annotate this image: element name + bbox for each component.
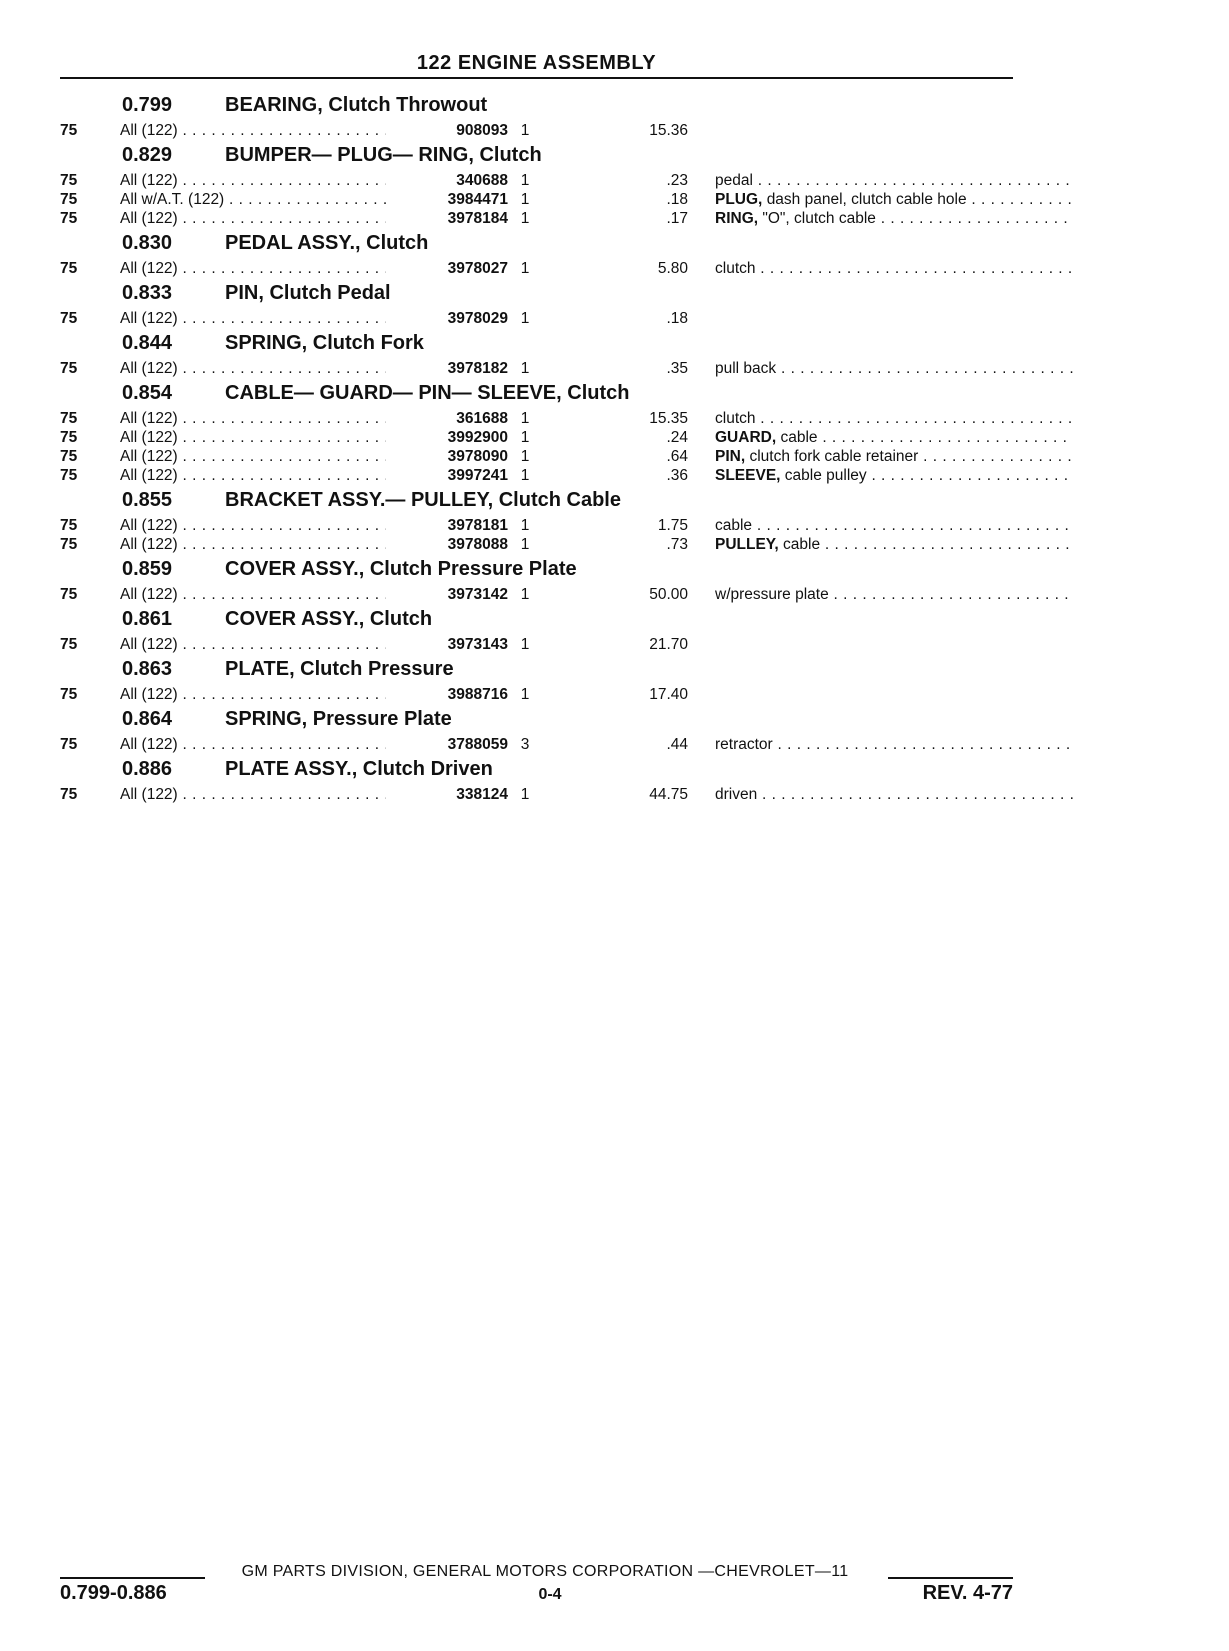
description [715,466,1073,485]
application: All (122) . . . [120,121,386,140]
footer-publisher: GM PARTS DIVISION, GENERAL MOTORS CORPORATION —CHEVROLET—11 [241,1563,849,1580]
group-number: 0.799 [122,94,173,116]
price: .73 [666,536,688,553]
model-year: 75 [60,467,78,484]
description-text: cable pulley [784,467,867,484]
part-number: 338124 [386,785,508,804]
price: 15.35 [649,410,688,427]
parts-list [60,90,1020,804]
price: 5.80 [657,260,688,277]
part-row [60,209,1020,228]
description [715,428,1073,447]
price: 21.70 [649,636,688,653]
price: .44 [666,736,688,753]
group-title: PIN, Clutch Pedal [225,282,391,304]
quantity: 1 [520,172,530,189]
footer-range: 0.799-0.886 [60,1582,167,1604]
model-year: 75 [60,686,78,703]
quantity: 1 [520,310,530,327]
price: .64 [666,448,688,465]
part-number: 3978029 [386,309,508,328]
part-number: 3978184 [386,209,508,228]
price: 44.75 [649,786,688,803]
part-row [60,685,1020,704]
group-number: 0.830 [122,232,173,254]
part-row [60,635,1020,654]
part-row [60,259,1020,278]
description-text: pull back [715,360,777,377]
quantity: 1 [520,448,530,465]
application: All (122) . . . [120,259,386,278]
model-year: 75 [60,536,78,553]
quantity: 1 [520,410,530,427]
part-row [60,409,1020,428]
group-heading [60,604,1020,635]
model-year: 75 [60,786,78,803]
footer-rule-left [60,1577,205,1579]
parts-group [60,140,1020,228]
application: All (122) . . . [120,171,386,190]
group-title: PLATE, Clutch Pressure [225,658,454,680]
part-row [60,171,1020,190]
part-row [60,516,1020,535]
group-title: PEDAL ASSY., Clutch [225,232,429,254]
price: .18 [666,310,688,327]
application: All (122) . . . [120,309,386,328]
description [715,209,1073,228]
application: All (122) . . . [120,535,386,554]
model-year: 75 [60,360,78,377]
group-heading [60,485,1020,516]
group-number: 0.829 [122,144,173,166]
application: All (122) . . . [120,635,386,654]
application: All (122) . . . [120,735,386,754]
price: 1.75 [657,517,688,534]
description-text: clutch [715,410,756,427]
description-keyword: GUARD, [715,429,777,446]
part-number: 3988716 [386,685,508,704]
part-row [60,447,1020,466]
description [715,535,1073,554]
quantity: 1 [520,122,530,139]
part-row [60,428,1020,447]
quantity: 1 [520,586,530,603]
quantity: 1 [520,360,530,377]
description-keyword: PIN, [715,448,746,465]
model-year: 75 [60,210,78,227]
description-text: driven [715,786,758,803]
model-year: 75 [60,191,78,208]
quantity: 3 [520,736,530,753]
quantity: 1 [520,467,530,484]
part-number: 3973143 [386,635,508,654]
group-number: 0.861 [122,608,173,630]
price: .36 [666,467,688,484]
model-year: 75 [60,586,78,603]
application: All (122) . . . [120,409,386,428]
description-text: clutch fork cable retainer [749,448,919,465]
quantity: 1 [520,636,530,653]
description [715,516,1073,535]
application: All (122) . . . [120,428,386,447]
application: All w/A.T. (122) . . . [120,190,386,209]
part-row [60,309,1020,328]
description-text: pedal [715,172,753,189]
part-number: 3978181 [386,516,508,535]
group-number: 0.844 [122,332,173,354]
parts-group [60,378,1020,485]
group-title: CABLE— GUARD— PIN— SLEEVE, Clutch [225,382,630,404]
price: .24 [666,429,688,446]
group-heading [60,654,1020,685]
description-text: cable [780,429,818,446]
description [715,171,1073,190]
description-keyword: RING, [715,210,759,227]
model-year: 75 [60,310,78,327]
model-year: 75 [60,122,78,139]
group-title: SPRING, Clutch Fork [225,332,424,354]
description-text: clutch [715,260,756,277]
footer-rule-right [888,1577,1013,1579]
model-year: 75 [60,410,78,427]
part-number: 3978027 [386,259,508,278]
group-heading [60,278,1020,309]
application: All (122) . . . [120,359,386,378]
part-number: 908093 [386,121,508,140]
application: All (122) . . . [120,209,386,228]
application: All (122) . . . [120,785,386,804]
description-text: retractor [715,736,773,753]
parts-group [60,604,1020,654]
group-heading [60,704,1020,735]
price: 15.36 [649,122,688,139]
quantity: 1 [520,517,530,534]
description [715,585,1073,604]
model-year: 75 [60,517,78,534]
description-keyword: SLEEVE, [715,467,781,484]
price: .23 [666,172,688,189]
parts-group [60,228,1020,278]
part-row [60,190,1020,209]
group-title: BRACKET ASSY.— PULLEY, Clutch Cable [225,489,621,511]
group-heading [60,378,1020,409]
part-row [60,585,1020,604]
part-row [60,359,1020,378]
description [715,409,1073,428]
group-number: 0.886 [122,758,173,780]
part-number: 340688 [386,171,508,190]
application: All (122) . . . [120,516,386,535]
model-year: 75 [60,448,78,465]
parts-group [60,554,1020,604]
group-title: BEARING, Clutch Throwout [225,94,488,116]
group-heading [60,554,1020,585]
description-keyword: PLUG, [715,191,763,208]
footer-page-number: 0-4 [538,1586,562,1603]
quantity: 1 [520,686,530,703]
application: All (122) . . . [120,685,386,704]
quantity: 1 [520,260,530,277]
part-number: 361688 [386,409,508,428]
group-heading [60,90,1020,121]
group-title: COVER ASSY., Clutch Pressure Plate [225,558,577,580]
description-keyword: PULLEY, [715,536,779,553]
model-year: 75 [60,429,78,446]
part-number: 3984471 [386,190,508,209]
group-heading [60,328,1020,359]
parts-group [60,704,1020,754]
part-number: 3992900 [386,428,508,447]
part-number: 3997241 [386,466,508,485]
part-number: 3978088 [386,535,508,554]
description-text: cable [715,517,753,534]
description-text: "O", clutch cable [762,210,876,227]
group-number: 0.864 [122,708,173,730]
part-number: 3973142 [386,585,508,604]
parts-group [60,654,1020,704]
application: All (122) . . . [120,585,386,604]
part-row [60,466,1020,485]
group-title: SPRING, Pressure Plate [225,708,452,730]
part-row [60,121,1020,140]
group-heading [60,140,1020,171]
application: All (122) . . . [120,447,386,466]
parts-group [60,278,1020,328]
description [715,735,1073,754]
part-row [60,735,1020,754]
group-number: 0.833 [122,282,173,304]
model-year: 75 [60,736,78,753]
model-year: 75 [60,260,78,277]
group-title: BUMPER— PLUG— RING, Clutch [225,144,542,166]
price: .17 [666,210,688,227]
quantity: 1 [520,191,530,208]
description [715,359,1073,378]
group-title: PLATE ASSY., Clutch Driven [225,758,493,780]
model-year: 75 [60,636,78,653]
price: .35 [666,360,688,377]
quantity: 1 [520,536,530,553]
model-year: 75 [60,172,78,189]
description-text: w/pressure plate [715,586,829,603]
application: All (122) . . . [120,466,386,485]
description-text: dash panel, clutch cable hole [766,191,967,208]
group-heading [60,754,1020,785]
description [715,259,1073,278]
price: .18 [666,191,688,208]
parts-group [60,485,1020,554]
part-number: 3788059 [386,735,508,754]
group-title: COVER ASSY., Clutch [225,608,433,630]
part-number: 3978182 [386,359,508,378]
price: 50.00 [649,586,688,603]
description-text: cable [783,536,821,553]
part-row [60,535,1020,554]
description [715,785,1073,804]
part-number: 3978090 [386,447,508,466]
page-title: 122 ENGINE ASSEMBLY [416,52,657,74]
footer-revision: REV. 4-77 [922,1582,1013,1604]
quantity: 1 [520,210,530,227]
parts-group [60,90,1020,140]
header-rule [60,77,1013,79]
group-number: 0.855 [122,489,173,511]
description [715,190,1073,209]
price: 17.40 [649,686,688,703]
quantity: 1 [520,786,530,803]
group-heading [60,228,1020,259]
description [715,447,1073,466]
part-row [60,785,1020,804]
group-number: 0.854 [122,382,173,404]
quantity: 1 [520,429,530,446]
group-number: 0.863 [122,658,173,680]
group-number: 0.859 [122,558,173,580]
parts-group [60,754,1020,804]
parts-group [60,328,1020,378]
